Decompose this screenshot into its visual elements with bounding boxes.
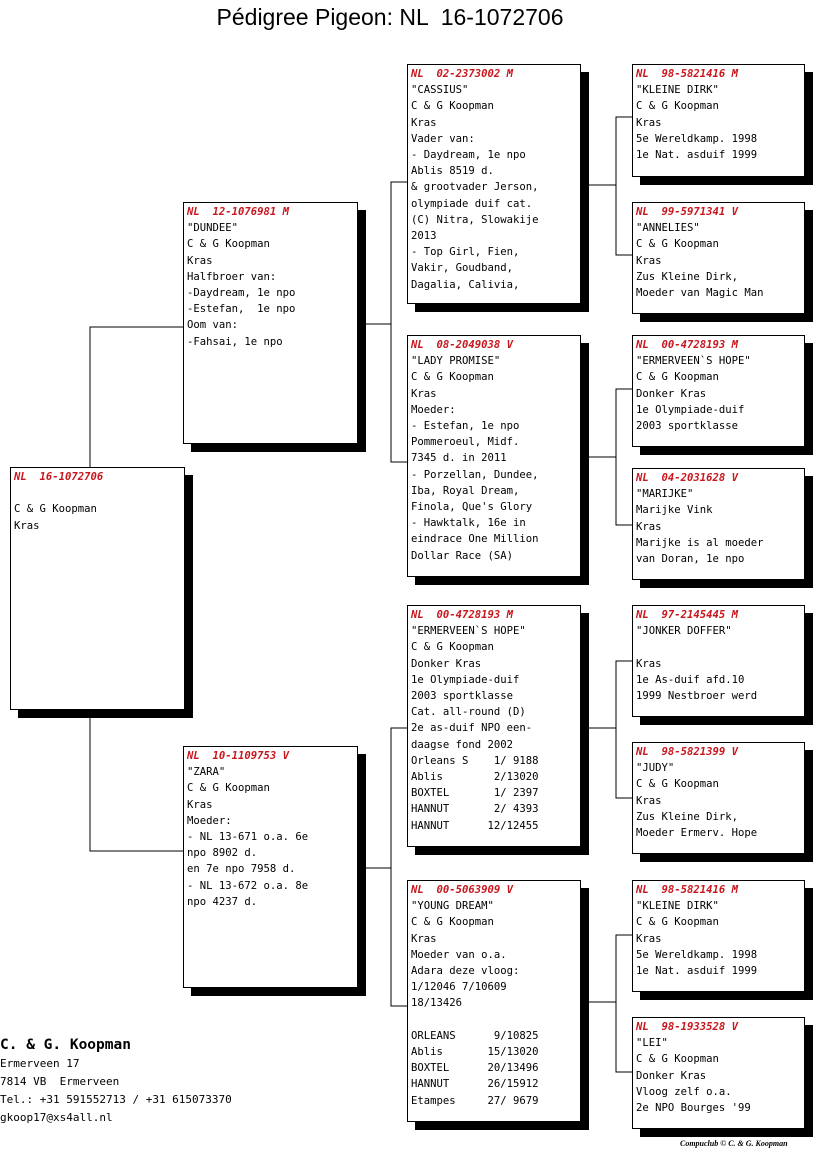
pigeon-info-line: 1e Olympiade-duif <box>636 403 745 416</box>
pigeon-info-line: Iba, Royal Dream, <box>411 484 520 497</box>
pigeon-info-line: 1e Nat. asduif 1999 <box>636 149 758 162</box>
pigeon-info-line: 5e Wereldkamp. 1998 <box>636 132 758 145</box>
footer-credit: Compuclub © C. & G. Koopman <box>680 1139 788 1148</box>
pigeon-info-line: Vloog zelf o.a. <box>636 1085 732 1098</box>
pigeon-info-line: -Daydream, 1e npo <box>187 287 296 300</box>
pigeon-card-main <box>10 467 185 710</box>
pigeon-info-line: - Estefan, 1e npo <box>411 420 520 433</box>
pigeon-info-line: C & G Koopman <box>411 916 494 929</box>
pigeon-info-line: Moeder Ermerv. Hope <box>636 827 758 840</box>
owner-city: 7814 VB Ermerveen <box>0 1075 120 1088</box>
pigeon-info-line: Kras <box>14 519 40 532</box>
pigeon-info-line: 2003 sportklasse <box>636 420 739 433</box>
pigeon-info-line: en 7e npo 7958 d. <box>187 863 296 876</box>
pigeon-info-line: Ablis 15/13020 <box>411 1046 539 1059</box>
pigeon-info-line: olympiade duif cat. <box>411 197 533 210</box>
pigeon-info-line: "LEI" <box>636 1037 668 1050</box>
pigeon-info-line: 1/12046 7/10609 <box>411 981 507 994</box>
pigeon-info-line: "LADY PROMISE" <box>411 355 501 368</box>
pigeon-info-line: Moeder van Magic Man <box>636 287 764 300</box>
pigeon-info-line: Dagalia, Calivia, <box>411 278 520 291</box>
pigeon-card-mmf <box>632 880 805 992</box>
pigeon-card-mother-father <box>407 605 581 847</box>
pigeon-info-line: - Daydream, 1e npo <box>411 149 526 162</box>
pigeon-info-line: 5e Wereldkamp. 1998 <box>636 948 758 961</box>
pigeon-info-line: 1999 Nestbroer werd <box>636 690 758 702</box>
pigeon-card-mother-mother <box>407 880 581 1122</box>
pigeon-card-mother <box>183 746 358 988</box>
pigeon-info-line: 18/13426 <box>411 997 463 1010</box>
ring-number: NL 98-5821416 M <box>636 884 739 896</box>
pigeon-card-mff <box>632 605 805 717</box>
page-title: Pédigree Pigeon: NL 16-1072706 <box>216 4 564 30</box>
pigeon-info-line <box>14 485 181 501</box>
pigeon-info-line: Zus Kleine Dirk, <box>636 270 739 283</box>
pigeon-info-line: 1e As-duif afd.10 <box>636 673 745 686</box>
pigeon-info-line: Adara deze vloog: <box>411 965 520 978</box>
pigeon-info-line: C & G Koopman <box>14 503 97 516</box>
owner-phone: Tel.: +31 591552713 / +31 615073370 <box>0 1093 232 1106</box>
pigeon-info-line: C & G Koopman <box>411 100 494 113</box>
pigeon-info-line: HANNUT 26/15912 <box>411 1078 539 1091</box>
pigeon-info-line: Zus Kleine Dirk, <box>636 810 739 823</box>
pigeon-info-line: C & G Koopman <box>411 371 494 384</box>
pigeon-info-line: "YOUNG DREAM" <box>411 900 494 913</box>
pigeon-info-line: npo 4237 d. <box>187 895 258 908</box>
pigeon-card-mfm <box>632 742 805 854</box>
pigeon-info-line: Kras <box>636 520 662 533</box>
pigeon-info-line: C & G Koopman <box>636 916 719 929</box>
pigeon-card-father-father <box>407 64 581 304</box>
pigeon-info-line: Pommeroeul, Midf. <box>411 436 520 449</box>
pigeon-info-line: "ERMERVEEN`S HOPE" <box>411 625 526 638</box>
pigeon-info-line: 2e as-duif NPO een- <box>411 722 533 735</box>
pigeon-info-line: "JUDY" <box>636 762 675 775</box>
ring-number: NL 98-5821416 M <box>636 68 739 80</box>
pigeon-info-line: C & G Koopman <box>636 238 719 251</box>
pigeon-info-line: -Fahsai, 1e npo <box>187 335 283 348</box>
ring-number: NL 08-2049038 V <box>411 339 514 351</box>
pigeon-info-line: (C) Nitra, Slowakije <box>411 213 539 226</box>
pigeon-info-line: Finola, Que's Glory <box>411 501 533 514</box>
ring-number: NL 02-2373002 M <box>411 68 514 80</box>
ring-number: NL 00-4728193 M <box>636 339 739 351</box>
pigeon-info-line: Moeder: <box>187 814 232 827</box>
pigeon-info-line: HANNUT 12/12455 <box>411 819 539 832</box>
pigeon-info-line: - Top Girl, Fien, <box>411 246 520 259</box>
pigeon-info-line: C & G Koopman <box>187 238 270 251</box>
pigeon-info-line: 1e Olympiade-duif <box>411 673 520 686</box>
pigeon-info-line: "DUNDEE" <box>187 222 239 235</box>
pigeon-info-line: Kras <box>411 932 437 945</box>
pigeon-info-line: Marijke is al moeder <box>636 536 764 549</box>
pigeon-info-line: Kras <box>187 254 213 267</box>
pigeon-info-line: Donker Kras <box>636 387 707 400</box>
pigeon-info-line: Dollar Race (SA) <box>411 549 514 562</box>
pigeon-info-line: Orleans S 1/ 9188 <box>411 754 539 767</box>
pigeon-card-ffm <box>632 202 805 314</box>
ring-number: NL 99-5971341 V <box>636 206 739 218</box>
pigeon-info-line: -Estefan, 1e npo <box>187 303 296 316</box>
pigeon-info-line: C & G Koopman <box>636 371 719 384</box>
ring-number: NL 98-1933528 V <box>636 1021 739 1033</box>
ring-number: NL 16-1072706 <box>14 471 104 483</box>
owner-name: C. & G. Koopman <box>0 1037 131 1053</box>
pigeon-info-line: - NL 13-671 o.a. 6e <box>187 831 309 844</box>
pigeon-info-line: Moeder van o.a. <box>411 948 507 961</box>
owner-address: Ermerveen 17 <box>0 1057 80 1070</box>
pigeon-info-line: Marijke Vink <box>636 504 713 517</box>
pigeon-info-line: & grootvader Jerson, <box>411 181 539 194</box>
pigeon-info-line: 2013 <box>411 230 437 243</box>
pigeon-info-line: "ZARA" <box>187 766 226 779</box>
pigeon-info-line: Etampes 27/ 9679 <box>411 1094 539 1107</box>
pigeon-info-line: "JONKER DOFFER" <box>636 625 732 638</box>
pigeon-info-line: "KLEINE DIRK" <box>636 900 719 913</box>
pigeon-info-line: Donker Kras <box>411 657 482 670</box>
pigeon-info-line: HANNUT 2/ 4393 <box>411 803 539 816</box>
pigeon-info-line: Kras <box>636 932 662 945</box>
pigeon-info-line <box>636 639 801 655</box>
pigeon-info-line: - NL 13-672 o.a. 8e <box>187 879 309 892</box>
pigeon-info-line: Kras <box>636 794 662 807</box>
pigeon-info-line: 2e NPO Bourges '99 <box>636 1102 751 1115</box>
ring-number: NL 12-1076981 M <box>187 206 290 218</box>
pigeon-info-line: C & G Koopman <box>636 1053 719 1066</box>
ring-number: NL 98-5821399 V <box>636 746 739 758</box>
pigeon-info-line: Ablis 8519 d. <box>411 165 494 178</box>
pigeon-info-line: "MARIJKE" <box>636 488 694 501</box>
pigeon-info-line: Halfbroer van: <box>187 270 277 283</box>
ring-number: NL 97-2145445 M <box>636 609 739 621</box>
pigeon-card-father <box>183 202 358 444</box>
pigeon-info-line: - Porzellan, Dundee, <box>411 468 539 481</box>
pigeon-info-line: C & G Koopman <box>636 778 719 791</box>
pigeon-info-line: van Doran, 1e npo <box>636 553 745 566</box>
pigeon-info-line: C & G Koopman <box>636 100 719 113</box>
ring-number: NL 10-1109753 V <box>187 750 290 762</box>
pigeon-info-line: - Hawktalk, 16e in <box>411 517 526 530</box>
pigeon-info-line: C & G Koopman <box>411 641 494 654</box>
pigeon-info-line: Vader van: <box>411 132 475 145</box>
pigeon-info-line: Kras <box>636 116 662 129</box>
ring-number: NL 00-5063909 V <box>411 884 514 896</box>
pigeon-info-line: Kras <box>636 254 662 267</box>
pigeon-info-line: "ERMERVEEN`S HOPE" <box>636 355 751 368</box>
owner-email: gkoop17@xs4all.nl <box>0 1111 113 1124</box>
pigeon-info-line: Kras <box>411 387 437 400</box>
pigeon-info-line: Vakir, Goudband, <box>411 262 514 275</box>
ring-number: NL 00-4728193 M <box>411 609 514 621</box>
pigeon-info-line: "CASSIUS" <box>411 84 469 97</box>
ring-number: NL 04-2031628 V <box>636 472 739 484</box>
pigeon-card-fff <box>632 64 805 177</box>
pigeon-card-father-mother <box>407 335 581 577</box>
pigeon-card-fmm <box>632 468 805 580</box>
pigeon-info-line: Kras <box>411 116 437 129</box>
pigeon-info-line: ORLEANS 9/10825 <box>411 1029 539 1042</box>
pigeon-info-line: Kras <box>636 657 662 670</box>
owner-contact <box>0 1035 232 1127</box>
pigeon-card-mmm <box>632 1017 805 1129</box>
pigeon-info-line: 7345 d. in 2011 <box>411 452 507 465</box>
pigeon-info-line: BOXTEL 1/ 2397 <box>411 787 539 800</box>
pigeon-info-line: daagse fond 2002 <box>411 738 514 751</box>
pigeon-info-line: eindrace One Million <box>411 533 539 546</box>
pigeon-info-line: "ANNELIES" <box>636 222 700 235</box>
pigeon-info-line: 1e Nat. asduif 1999 <box>636 965 758 978</box>
pigeon-info-line: Moeder: <box>411 403 456 416</box>
pigeon-info-line: Kras <box>187 798 213 811</box>
pigeon-info-line: BOXTEL 20/13496 <box>411 1062 539 1075</box>
pigeon-info-line: 2003 sportklasse <box>411 690 514 703</box>
pigeon-card-fmf <box>632 335 805 447</box>
pigeon-info-line: npo 8902 d. <box>187 847 258 860</box>
pigeon-info-line: "KLEINE DIRK" <box>636 84 719 97</box>
pigeon-info-line: Cat. all-round (D) <box>411 706 526 719</box>
pigeon-info-line: Ablis 2/13020 <box>411 771 539 784</box>
pigeon-info-line <box>411 1012 577 1028</box>
pigeon-info-line: Donker Kras <box>636 1069 707 1082</box>
pigeon-info-line: Oom van: <box>187 319 239 332</box>
pigeon-info-line: C & G Koopman <box>187 782 270 795</box>
